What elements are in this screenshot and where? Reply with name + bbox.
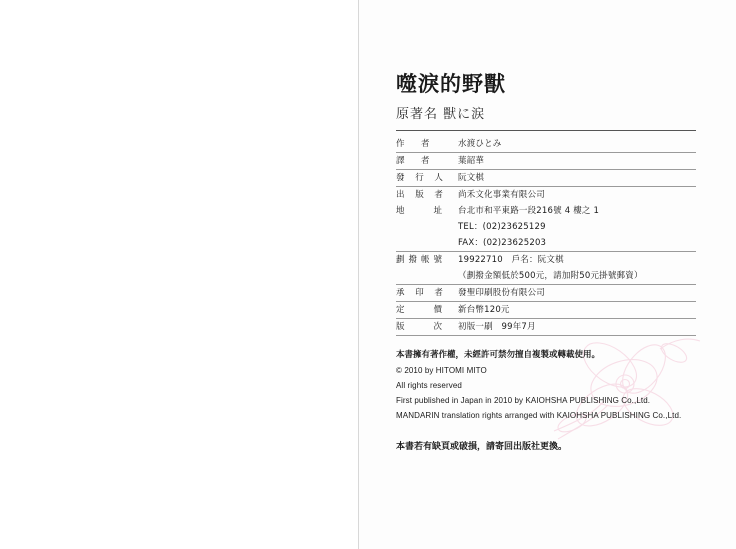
credit-label: 出 版 者 xyxy=(396,190,447,201)
table-row xyxy=(396,319,696,336)
credit-label: 作 者 xyxy=(396,136,458,153)
left-blank-page xyxy=(0,0,358,549)
copyright-page xyxy=(359,0,736,549)
table-row xyxy=(396,235,696,252)
credit-value: 阮文棋 xyxy=(458,170,696,187)
credit-label: 劃撥帳號 xyxy=(396,255,447,266)
table-row xyxy=(396,252,696,269)
credit-label: 地 址 xyxy=(396,206,447,217)
colophon-content xyxy=(396,72,696,452)
table-row xyxy=(396,285,696,302)
original-title: 原著名 獸に涙 xyxy=(396,107,486,123)
credit-value: FAX：(02)23625203 xyxy=(458,235,696,252)
table-row xyxy=(396,153,696,170)
defect-notice: 本書若有缺頁或破損，請寄回出版社更換。 xyxy=(396,442,568,453)
copyright-line-3: First published in Japan in 2010 by KAIOHSHA PUBLISHING Co.,Ltd. xyxy=(396,396,651,406)
credit-value: 台北市和平東路一段216號 4 樓之 1 xyxy=(458,206,600,217)
credit-value: TEL：(02)23625129 xyxy=(458,222,546,233)
credit-value: 19922710 戶名：阮文棋 xyxy=(458,255,564,266)
credit-value: 發聖印刷股份有限公司 xyxy=(458,285,696,302)
credit-value: 尚禾文化事業有限公司 xyxy=(458,190,546,201)
title-divider xyxy=(396,130,696,131)
credit-label xyxy=(396,268,458,285)
credit-label xyxy=(396,235,458,252)
credit-label: 譯 者 xyxy=(396,153,458,170)
table-row xyxy=(396,136,696,153)
credit-value: 初版一刷 99年7月 xyxy=(458,319,696,336)
credits-table xyxy=(396,136,696,336)
credit-label: 定 價 xyxy=(396,302,458,319)
table-row xyxy=(396,302,696,319)
credit-value: 水渡ひとみ xyxy=(458,136,696,153)
copyright-statement-cn: 本書擁有著作權，未經許可禁勿擅自複製或轉載使用。 xyxy=(396,350,601,361)
credit-label: 承 印 者 xyxy=(396,285,458,302)
table-row xyxy=(396,170,696,187)
credit-value: 葉韶華 xyxy=(458,153,696,170)
table-row xyxy=(396,187,696,204)
copyright-notes xyxy=(396,348,696,423)
credit-value: （劃撥金額低於500元，請加附50元掛號郵資） xyxy=(458,268,696,285)
table-row xyxy=(396,219,696,235)
copyright-line-1: © 2010 by HITOMI MITO xyxy=(396,366,487,376)
credit-label: 版 次 xyxy=(396,319,458,336)
credit-label xyxy=(396,219,458,235)
copyright-line-4: MANDARIN translation rights arranged with KAIOHSHA PUBLISHING Co.,Ltd. xyxy=(396,411,682,421)
table-row xyxy=(396,203,696,219)
table-row xyxy=(396,268,696,285)
credit-value: 新台幣120元 xyxy=(458,302,696,319)
copyright-line-2: All rights reserved xyxy=(396,381,462,391)
credit-label: 發 行 人 xyxy=(396,170,458,187)
page-title: 噬淚的野獸 xyxy=(396,72,506,96)
